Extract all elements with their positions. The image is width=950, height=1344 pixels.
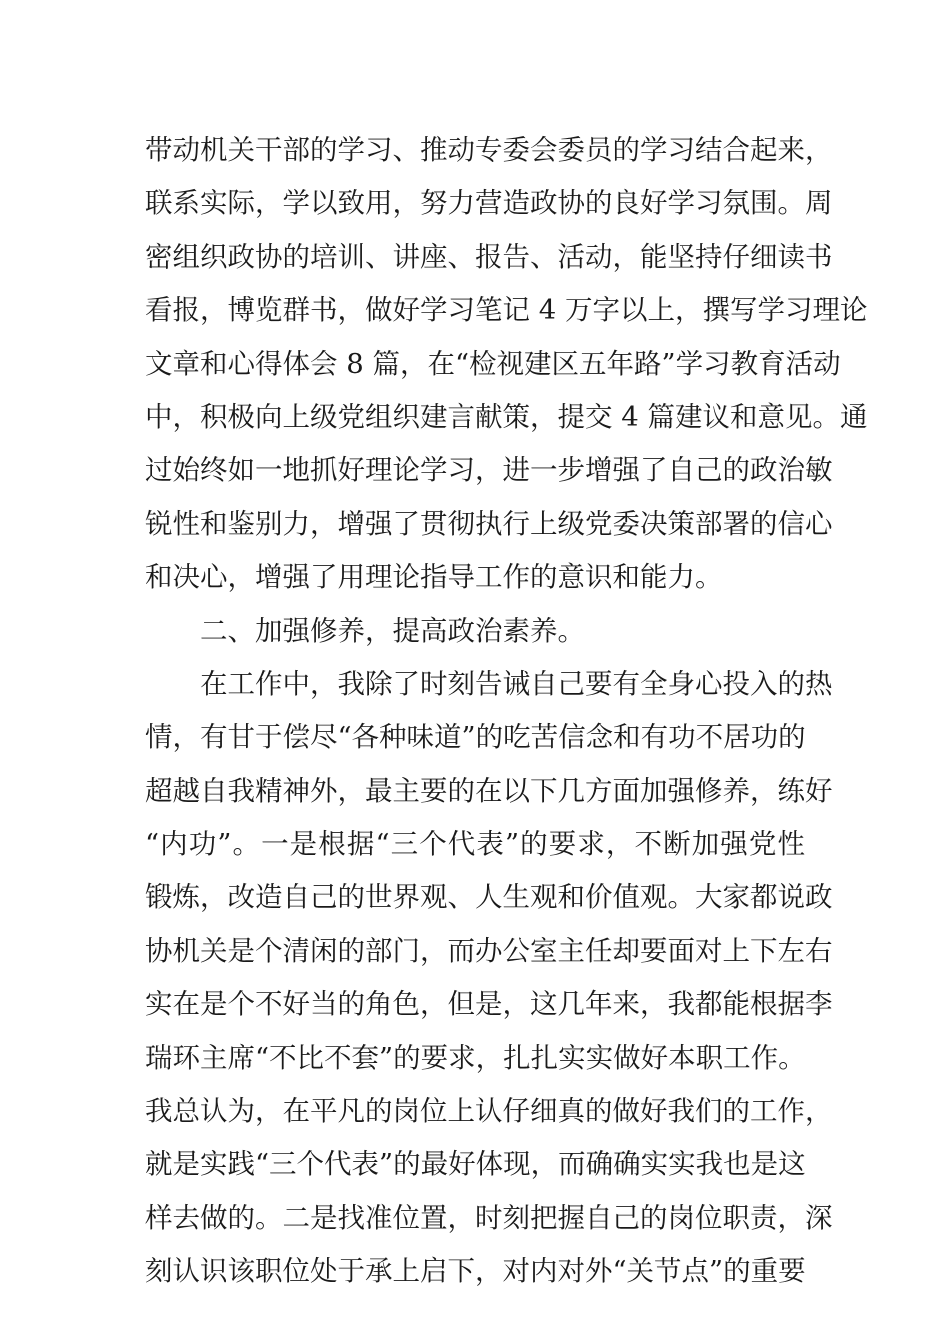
text-line: 瑞环主席“不比不套”的要求，扎扎实实做好本职工作。 bbox=[145, 1041, 806, 1074]
text-line: 密组织政协的培训、讲座、报告、活动，能坚持仔细读书 bbox=[145, 240, 833, 273]
text-line: 协机关是个清闲的部门，而办公室主任却要面对上下左右 bbox=[145, 934, 833, 967]
text-line: 和决心，增强了用理论指导工作的意识和能力。 bbox=[145, 561, 723, 594]
document-body bbox=[145, 124, 868, 1299]
text-line: 情，有甘于偿尽“各种味道”的吃苦信念和有功不居功的 bbox=[145, 721, 806, 754]
text-line: 文章和心得体会 8 篇，在“检视建区五年路”学习教育活动 bbox=[145, 347, 841, 380]
text-line: 就是实践“三个代表”的最好体现，而确确实实我也是这 bbox=[145, 1148, 806, 1181]
text-line: 样去做的。二是找准位置，时刻把握自己的岗位职责，深 bbox=[145, 1201, 833, 1234]
text-line: 刻认识该职位处于承上启下，对内对外“关节点”的重要 bbox=[145, 1255, 806, 1288]
text-line: 二、加强修养，提高政治素养。 bbox=[200, 614, 585, 647]
text-line: 锐性和鉴别力，增强了贯彻执行上级党委决策部署的信心 bbox=[145, 507, 833, 540]
text-line: 锻炼，改造自己的世界观、人生观和价值观。大家都说政 bbox=[145, 881, 833, 914]
text-line: 超越自我精神外，最主要的在以下几方面加强修养，练好 bbox=[145, 774, 833, 807]
text-line: “内功”。一是根据“三个代表”的要求，不断加强党性 bbox=[145, 828, 805, 861]
text-line: 过始终如一地抓好理论学习，进一步增强了自己的政治敏 bbox=[145, 454, 833, 487]
text-line: 看报，博览群书，做好学习笔记 4 万字以上，撰写学习理论 bbox=[145, 294, 868, 327]
text-line: 实在是个不好当的角色，但是，这几年来，我都能根据李 bbox=[145, 988, 833, 1021]
text-line: 在工作中，我除了时刻告诫自己要有全身心投入的热 bbox=[200, 667, 833, 700]
text-line: 联系实际，学以致用，努力营造政协的良好学习氛围。周 bbox=[145, 187, 833, 220]
text-line: 我总认为，在平凡的岗位上认仔细真的做好我们的工作， bbox=[145, 1095, 833, 1128]
text-line: 中，积极向上级党组织建言献策，提交 4 篇建议和意见。通 bbox=[145, 400, 868, 433]
text-line: 带动机关干部的学习、推动专委会委员的学习结合起来， bbox=[145, 134, 833, 166]
